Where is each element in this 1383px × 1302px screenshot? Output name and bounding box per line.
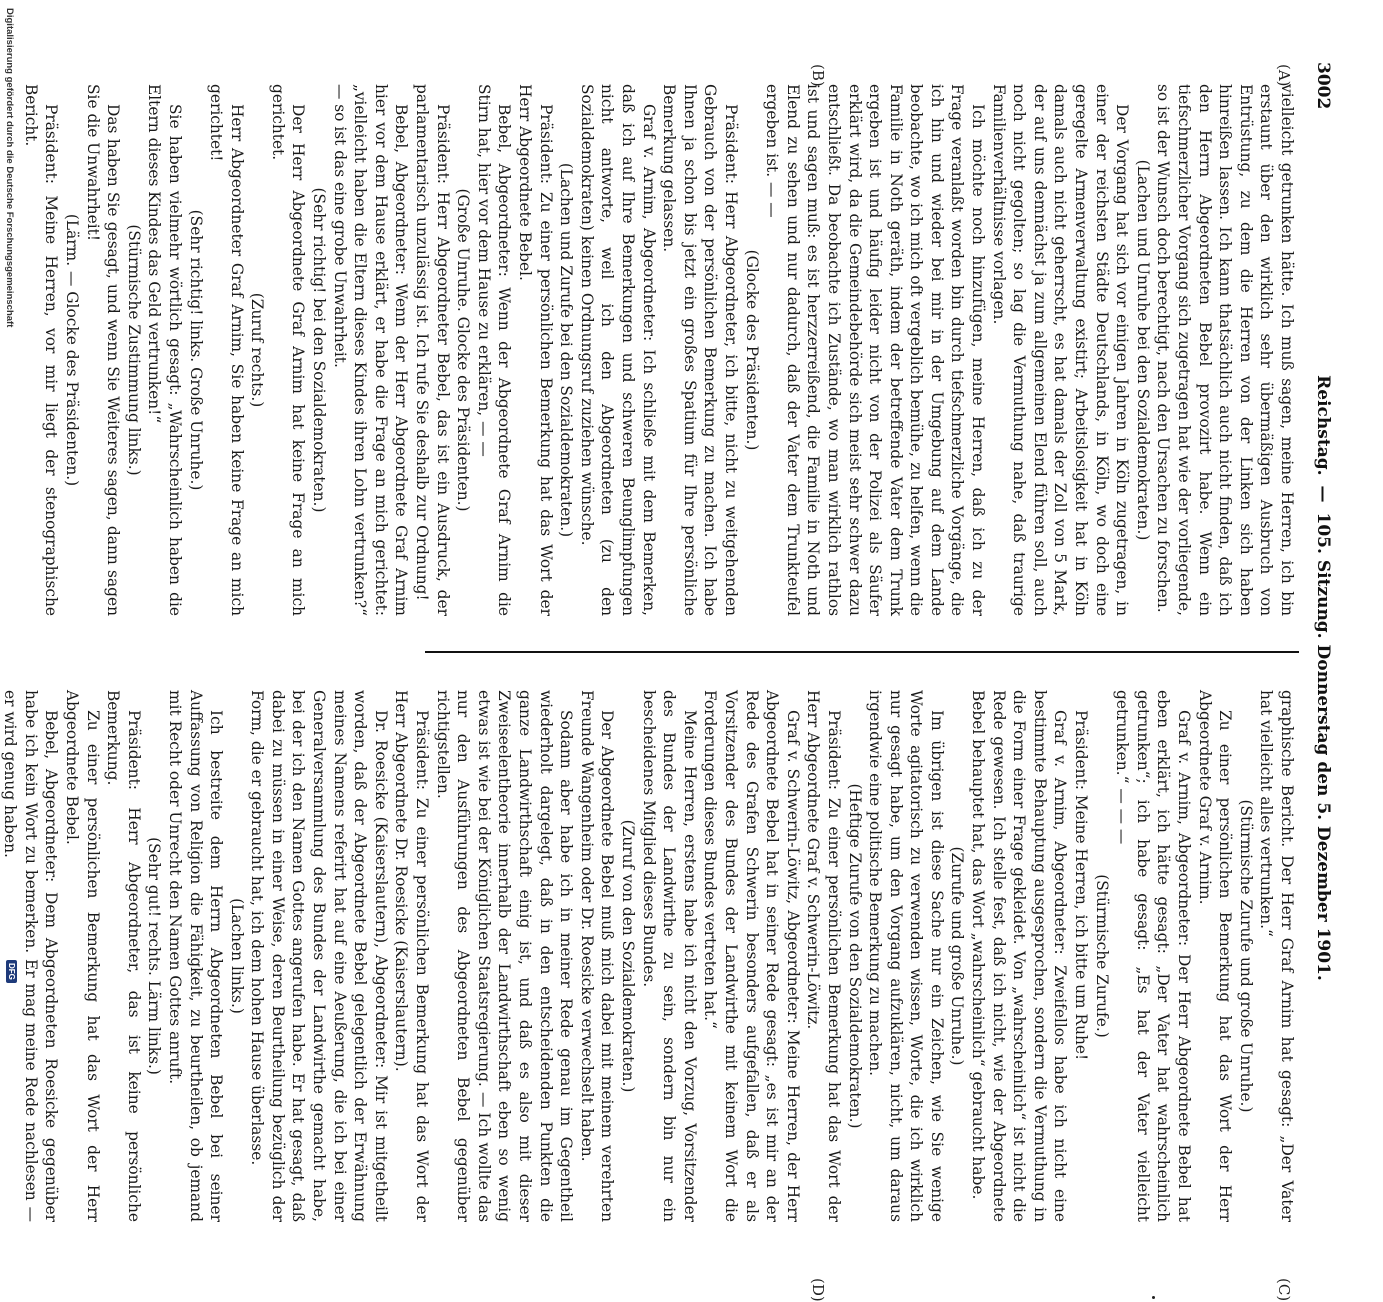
stage-direction: (Sehr gut! rechts. Lärm links.): [145, 837, 164, 1075]
paragraph: graphische Bericht. Der Herr Graf Arnim hat gesagt: „Der Vater hat vielleicht alles vertrunken.“: [1257, 690, 1296, 1222]
paragraph: Das haben Sie gesagt, und wenn Sie Weiteres sagen, dann sagen Sie die Unwahrheit!: [83, 84, 123, 616]
stage-direction: (Zuruf von den Sozialdemokraten.): [619, 819, 637, 1093]
paragraph: Präsident: Zu einer persönlichen Bemerkung hat das Wort der Herr Abgeordnete Graf v. Schwerin-Löwitz.: [804, 690, 843, 1222]
paragraph: Graf v. Schwerin-Löwitz, Abgeordneter: Meine Herren, der Herr Abgeordnete Bebel hat in seiner Rede gesagt: „es ist mir an der Rede des Grafen Schwerin besonders aufgefallen, daß er als Vorsitzender des Bundes der Landwirthe mit keinem Wort die Forderungen dieses Bundes vertreten hat.“: [701, 690, 802, 1222]
paragraph: Herr Abgeordneter Graf Arnim, Sie haben keine Frage an mich gerichtet!: [207, 84, 246, 616]
stage-direction: (Sehr richtig! bei den Sozialdemokraten.): [310, 187, 329, 513]
session-title: 105. Sitzung.: [1313, 512, 1333, 639]
stage-direction: (Sehr richtig! links. Große Unruhe.): [186, 209, 205, 491]
stage-direction: (Stürmische Zustimmung links.): [124, 224, 143, 476]
paragraph: Dr. Roesicke (Kaiserslautern), Abgeordneter: Mir ist mitgetheilt worden, daß der Abgeordnete Bebel gelegentlich der Erwähnung meines Namens referirt hat auf eine Aeußerung, die ich bei einer Generalversammlung des Bundes der Landwirthe gemacht habe, bei der ich den Namen Gottes angerufen habe. Er hat gesagt, daß dabei zu müssen in einer Weise, deren Beurtheilung bezüglich der Form, die er gebraucht hat, ich dem hohen Hause überlasse.: [248, 690, 390, 1222]
margin-marker-c: (C): [1275, 1278, 1293, 1302]
margin-marker-a: (A): [1275, 64, 1293, 87]
paragraph: Der Abgeordnete Bebel muß mich dabei mit meinem verehrten Freunde Wangenheim oder Dr. Roesicke verwechselt haben.: [577, 690, 617, 1222]
stage-direction: (Stürmische Zurufe und große Unruhe.): [1236, 799, 1255, 1113]
paragraph: Präsident: Zu einer persönlichen Bemerkung hat das Wort der Herr Abgeordnete Bebel.: [516, 84, 555, 616]
paragraph: Sie haben vielmehr wörtlich gesagt: „Wahrscheinlich haben die Eltern dieses Kindes das Geld vertrunken!“: [145, 84, 184, 616]
assembly-title: Reichstag.: [1313, 375, 1333, 476]
margin-marker-d: (D): [809, 1278, 827, 1302]
paragraph: Der Vorgang hat sich vor einigen Jahren in Köln zugetragen, in einer der reichsten Städte Deutschlands, in Köln, wo doch eine geregelte Armenverwaltung existirt; Arbeitslosigkeit hat in Köln damals auch nicht geherrscht, es hat damals der Zoll von 5 Mark, der auf uns demnächst ja zum allgemeinen Elend führen soll, auch noch nicht gegolten; so lag die Vermuthung nahe, daß traurige Familienverhältnisse vorlagen.: [989, 84, 1132, 616]
digitization-credit: Digitalisierung gefördert durch die Deutsche Forschungsgemeinschaft: [4, 8, 15, 328]
paragraph: Meine Herren, erstens habe ich nicht den Vorzug, Vorsitzender des Bundes der Landwirthe zu sein, sondern bin nur ein bescheidenes Mitglied dieses Bundes.: [639, 690, 699, 1222]
session-date: Donnerstag den 5. Dezember 1901.: [1313, 644, 1333, 981]
paragraph: Ich bestreite dem Herrn Abgeordneten Bebel bei seiner Auffassung von Religion die Fähigkeit, zu beurtheilen, ob jemand mit Recht oder Unrecht den Namen Gottes anruft.: [165, 690, 226, 1222]
stage-direction: (Lachen links.): [227, 898, 246, 1014]
margin-marker-b: (B): [809, 64, 827, 87]
stage-direction: (Große Unruhe. Glocke des Präsidenten.): [454, 188, 473, 512]
paragraph: Bebel, Abgeordneter: Wenn der Abgeordnete Graf Arnim die Stirn hat, hier vor dem Hause zu erklären, — —: [474, 84, 514, 616]
stage-direction: (Heftige Zurufe von den Sozialdemokraten.): [845, 783, 864, 1129]
stage-direction: (Lachen und Unruhe bei den Sozialdemokraten.): [1133, 159, 1152, 541]
paragraph: Im übrigen ist diese Sache nur ein Zeichen, wie Sie wenige Worte agitatorisch zu verwenden wissen, Worte, die ich wirklich nur gesagt habe, um den Vorgang aufzuklären, nicht, um daraus irgendwie eine politische Bemerkung zu machen.: [866, 690, 946, 1222]
paragraph: Präsident: Meine Herren, ich bitte um Ruhe!: [1072, 710, 1091, 1061]
paragraph: Präsident: Herr Abgeordneter, ich bitte, nicht zu weitgehenden Gebrauch von der persönlichen Bemerkung zu machen. Ich habe Ihnen ja schon bis jetzt ein großes Spatium für Ihre persönliche Bemerkung gelassen.: [660, 84, 740, 616]
running-title: Reichstag.—105. Sitzung. Donnerstag den 5. Dezember 1901.: [1313, 375, 1333, 981]
paragraph: Bebel, Abgeordneter: Dem Abgeordneten Roesicke gegenüber habe ich kein Wort zu bemerken. Er mag meine Rede nachlesen — er wird genug haben.: [1, 690, 61, 1222]
paragraph: Zu einer persönlichen Bemerkung hat das Wort der Herr Abgeordnete Graf v. Arnim.: [1195, 690, 1235, 1222]
paragraph: Sodann aber habe ich in meiner Rede genau im Gegentheil wiederholt dargelegt, daß in den entscheidenden Punkten die ganze Landwirthschaft einig ist, und daß es also mit dieser Zweiseelentheorie innerhalb der Landwirthschaft eben so wenig etwas ist wie bei der Königlichen Staatsregierung. — Ich wollte das nur den Ausführungen des Abgeordneten Bebel gegenüber richtigstellen.: [433, 690, 576, 1222]
paragraph: Der Herr Abgeordnete Graf Arnim hat keine Frage an mich gerichtet.: [268, 84, 308, 616]
paragraph: Ich möchte noch hinzufügen, meine Herren, daß ich zu der Frage veranlaßt worden bin durch tiefschmerzliche Vorgänge, die ich hin und wieder bei mir in der Umgebung auf dem Lande beobachte, wo ich mich oft vergeblich bemühe, zu helfen, wenn die Familie in Noth geräth, indem der betreffende Vater dem Trunk ergeben ist und häufig leider nicht von der Polizei als Säufer erklärt wird, da die Gemeindebehörde sich meist sehr schwer dazu entschließt. Da beobachte ich Zustände, wo man wirklich rathlos ist und sagen muß: es ist herzzerreißend, die Familie in Noth und Elend zu sehen und nur dadurch, daß der Vater dem Trunkteufel ergeben ist. — —: [763, 84, 988, 616]
page-header: [1309, 62, 1335, 1294]
stage-direction: (Lachen und Zurufe bei den Sozialdemokraten.): [557, 162, 576, 538]
stage-direction: (Lärm. — Glocke des Präsidenten.): [62, 213, 81, 487]
column-divider: [425, 651, 1299, 653]
paragraph: vielleicht getrunken hätte. Ich muß sagen, meine Herren, ich bin erstaunt über den wirklich sehr übermäßigen Ausbruch von Entrüstung, zu dem die Herren von der Linken sich haben hinreißen lassen. Ich kann thatsächlich auch nicht finden, daß ich den Herrn Abgeordneten Bebel provozirt habe. Wenn ein tiefschmerzlicher Vorgang sich zugetragen hat wie der vorliegende, so ist der Wunsch doch berechtigt, nach den Ursachen zu forschen.: [1154, 84, 1296, 616]
paragraph: Graf v. Arnim, Abgeordneter: Ich schließe mit dem Bemerken, daß ich auf Ihre Bemerkungen und schweren Beunglimpfungen nicht antworte, weil ich den Abgeordneten (zu den Sozialdemokraten) keinen Ordnungsruf zuziehen wünsche.: [577, 84, 658, 616]
paragraph: Präsident: Herr Abgeordneter, das ist keine persönliche Bemerkung.: [104, 690, 143, 1222]
paragraph: Graf v. Arnim, Abgeordneter: Zweifellos habe ich nicht eine bestimmte Behauptung ausgesprochen, sondern die Vermuthung in die Form einer Frage gekleidet. Von „wahrscheinlich“ ist nicht die Rede gewesen. Ich stelle fest, daß ich nicht, wie der Abgeordnete Bebel behauptet hat, das Wort „wahrscheinlich“ gebraucht habe.: [969, 690, 1070, 1222]
paragraph: Präsident: Zu einer persönlichen Bemerkung hat das Wort der Herr Abgeordnete Dr. Roesicke (Kaiserslautern).: [392, 690, 432, 1222]
stage-direction: (Glocke des Präsidenten.): [742, 249, 761, 451]
paragraph: Präsident: Meine Herren, vor mir liegt der stenographische Bericht.: [21, 84, 61, 616]
stage-direction: (Zurufe und große Unruhe.): [948, 846, 967, 1066]
paragraph: Präsident: Herr Abgeordneter Bebel, das ist ein Ausdruck, der parlamentarisch unzulässig ist. Ich rufe Sie deshalb zur Ordnung!: [413, 84, 452, 616]
ink-speck: [1152, 1296, 1155, 1299]
stage-direction: (Zuruf rechts.): [248, 292, 267, 408]
page-number: 3002: [1313, 62, 1333, 110]
paragraph: Zu einer persönlichen Bemerkung hat das Wort der Herr Abgeordnete Bebel.: [62, 690, 102, 1222]
left-text-column: [21, 84, 1297, 616]
paragraph: Graf v. Arnim, Abgeordneter: Der Herr Abgeordnete Bebel hat eben erklärt, ich hätte gesagt: „Der Vater hat wahrscheinlich getrunken“; ich habe gesagt: „Es hat der Vater vielleicht getrunken.“ — — —: [1113, 690, 1194, 1222]
paragraph: Bebel, Abgeordneter: Wenn der Herr Abgeordnete Graf Arnim hier vor dem Hause erklärt, er habe die Frage an mich gerichtet: „vielleicht haben die Eltern dieses Kindes ihren Lohn vertrunken?“ — so ist das eine grobe Unwahrheit.: [330, 84, 411, 616]
stage-direction: (Stürmische Zurufe.): [1092, 874, 1111, 1038]
dfg-logo: DFG: [6, 960, 17, 983]
